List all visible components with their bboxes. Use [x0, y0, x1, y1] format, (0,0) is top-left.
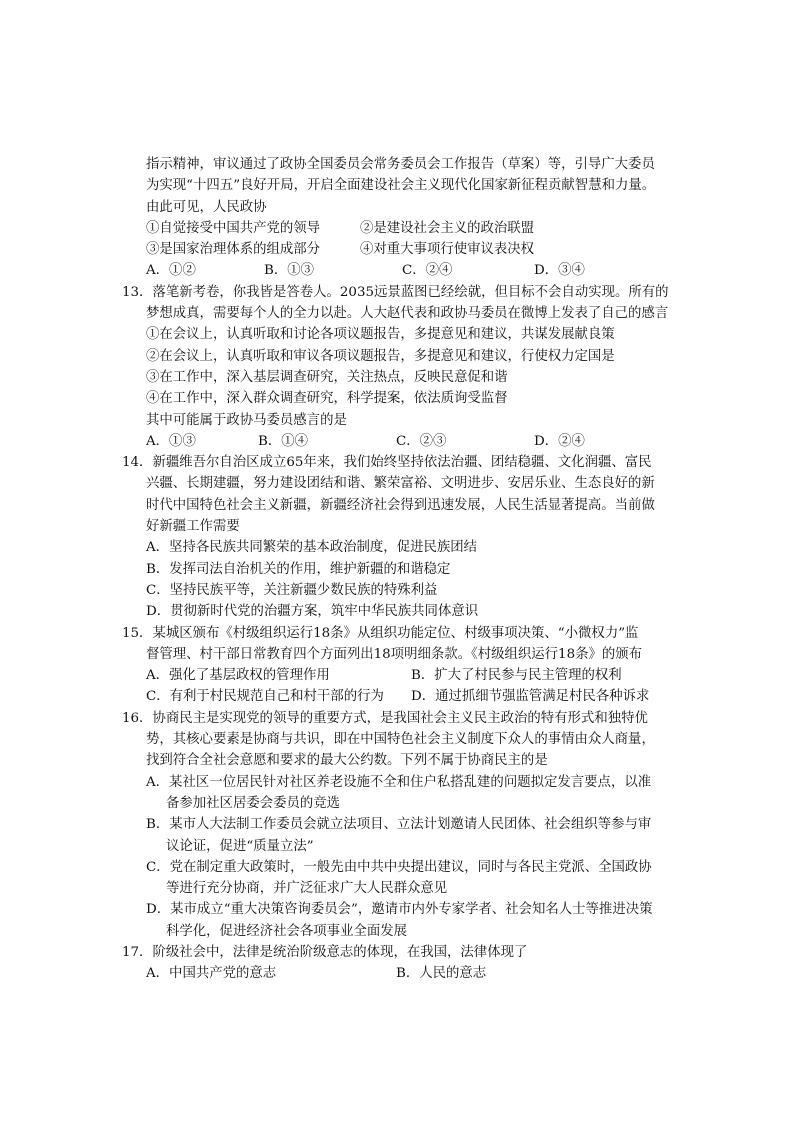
- option-b: B．①③: [264, 263, 315, 279]
- question-number: 13．: [122, 284, 153, 300]
- option-c: C．党在制定重大政策时，一般先由中共中央提出建议，同时与各民主党派、全国政协: [146, 859, 652, 875]
- stem-text: 协商民主是实现党的领导的重要方式，是我国社会主义民主政治的特有形式和独特优: [152, 710, 648, 726]
- option-b: B．人民的意志: [396, 966, 487, 982]
- question-number: 15．: [122, 625, 153, 641]
- option-a: A．强化了基层政权的管理作用: [146, 668, 330, 684]
- option-b: B．扩大了村民参与民主管理的权利: [411, 668, 622, 684]
- stem-text: 阶级社会中，法律是统治阶级意志的体现，在我国，法律体现了: [152, 944, 528, 960]
- stem-line: 好新疆工作需要: [146, 519, 240, 535]
- question-number: 16．: [122, 710, 153, 726]
- stem-line: 其中可能属于政协马委员感言的是: [146, 412, 347, 428]
- options-row: [122, 686, 682, 707]
- statement-3: ③是国家治理体系的组成部分: [146, 242, 321, 258]
- option-d: D．②④: [534, 433, 585, 449]
- option-d-continued: 科学化，促进经济社会各项事业全面发展: [166, 923, 408, 939]
- option-b: B．①④: [258, 433, 309, 449]
- stem-line: 兴疆、长期建疆，努力建设团结和谐、繁荣富裕、文明进步、安居乐业、生态良好的新: [146, 476, 655, 492]
- option-d: D．通过抓细节强监管满足村民各种诉求: [411, 689, 650, 705]
- stem-line: [122, 452, 682, 473]
- option-d: D．某市成立“重大决策咨询委员会”，邀请市内外专家学者、社会知名人士等推进决策: [146, 902, 653, 918]
- statement-4: ④对重大事项行使审议表决权: [360, 242, 535, 258]
- option-c-continued: 等进行充分协商，并广泛征求广大人民群众意见: [166, 881, 448, 897]
- option-b: B．某市人大法制工作委员会就立法项目、立法计划邀请人民团体、社会组织等参与审: [146, 817, 652, 833]
- stem-line: [122, 623, 682, 644]
- option-a-continued: 备参加社区居委会委员的竞选: [166, 795, 341, 811]
- stem-line: 由此可见，人民政协: [146, 199, 267, 215]
- question-13: [122, 282, 682, 452]
- option-c: C．②③: [396, 433, 447, 449]
- options-row: [122, 431, 682, 452]
- stem-line: 势，其核心要素是协商与共识，即在中国特色社会主义制度下众人的事情由众人商量，: [146, 732, 655, 748]
- statement-row: [122, 218, 682, 239]
- stem-line: [122, 708, 682, 729]
- option-c: C．坚持民族平等，关注新疆少数民族的特殊利益: [146, 582, 438, 598]
- stem-line: 指示精神，审议通过了政协全国委员会常务委员会工作报告（草案）等，引导广大委员: [146, 157, 655, 172]
- statement-4: ④在工作中，深入群众调查研究，科学提案，依法质询受监督: [146, 391, 508, 407]
- option-c: C．②④: [402, 263, 453, 279]
- statement-3: ③在工作中，深入基层调查研究，关注热点，反映民意促和谐: [146, 369, 508, 385]
- statement-2: ②是建设社会主义的政治联盟: [360, 220, 535, 236]
- question-number: 14．: [122, 455, 153, 471]
- stem-text: 新疆维吾尔自治区成立65年来，我们始终坚持依法治疆、团结稳疆、文化润疆、富民: [152, 455, 652, 471]
- stem-line: 找到符合全社会意愿和要求的最大公约数。下列不属于协商民主的是: [146, 753, 548, 769]
- option-a: A．某社区一位居民针对社区养老设施不全和住户私搭乱建的问题拟定发言要点，以准: [146, 774, 652, 790]
- statement-2: ②在会议上，认真听取和审议各项议题报告，多提意见和建议，行使权力定国是: [146, 348, 615, 364]
- option-b-continued: 议论证，促进“质量立法”: [166, 838, 314, 854]
- stem-text: 某城区颁布《村级组织运行18条》从组织功能定位、村级事项决策、“小微权力”监: [152, 625, 639, 641]
- question-content: [122, 154, 682, 985]
- stem-line: 为实现“十四五”良好开局，开启全面建设社会主义现代化国家新征程贡献智慧和力量。: [146, 178, 656, 194]
- stem-line: 时代中国特色社会主义新疆，新疆经济社会得到迅速发展，人民生活显著提高。当前做: [146, 497, 655, 513]
- option-b: B．发挥司法自治机关的作用，维护新疆的和谐稳定: [146, 561, 451, 577]
- statement-1: ①自觉接受中国共产党的领导: [146, 220, 321, 236]
- stem-line: [122, 282, 682, 303]
- question-15: [122, 623, 682, 708]
- question-12-continuation: [122, 154, 682, 282]
- stem-line: [122, 942, 682, 963]
- option-a: A．①②: [146, 263, 196, 279]
- options-row: [122, 260, 682, 281]
- option-c: C．有利于村民规范自己和村干部的行为: [146, 689, 384, 705]
- option-a: A．中国共产党的意志: [146, 966, 277, 982]
- option-a: A．①③: [146, 433, 196, 449]
- stem-line: 梦想成真，需要每个人的全力以赴。人大赵代表和政协马委员在微博上发表了自己的感言: [146, 306, 669, 322]
- question-17: [122, 942, 682, 985]
- options-row: [122, 963, 682, 984]
- option-d: D．③④: [534, 263, 585, 279]
- question-16: [122, 708, 682, 942]
- question-number: 17．: [122, 944, 153, 960]
- options-row: [122, 665, 682, 686]
- statement-1: ①在会议上，认真听取和讨论各项议题报告，多提意见和建议，共谋发展献良策: [146, 327, 615, 343]
- question-14: [122, 452, 682, 622]
- stem-line: 督管理、村干部日常教育四个方面列出18项明细条款。《村级组织运行18条》的颁布: [146, 646, 643, 662]
- option-d: D．贯彻新时代党的治疆方案，筑牢中华民族共同体意识: [146, 604, 479, 620]
- stem-text: 落笔新考卷，你我皆是答卷人。2035远景蓝图已经绘就，但目标不会自动实现。所有的: [152, 284, 669, 300]
- option-a: A．坚持各民族共同繁荣的基本政治制度，促进民族团结: [146, 540, 478, 556]
- statement-row: [122, 239, 682, 260]
